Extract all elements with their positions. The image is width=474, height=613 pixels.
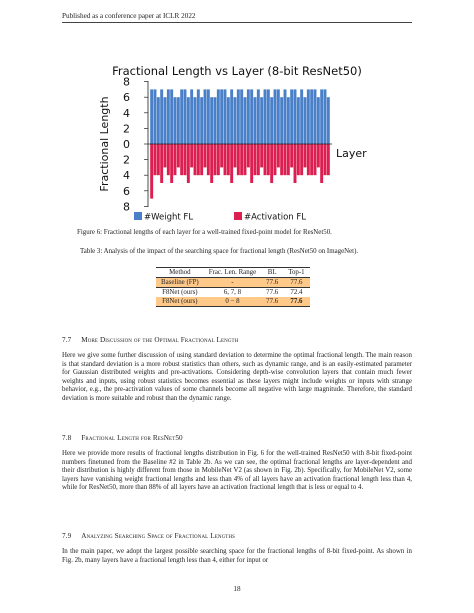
- activation-fl-bar: [324, 144, 327, 175]
- y-tick-label: 4: [123, 169, 130, 183]
- section-number: 7.9: [62, 532, 72, 540]
- activation-fl-bar: [177, 144, 180, 167]
- weight-fl-bar: [237, 89, 240, 144]
- weight-fl-bar: [210, 97, 213, 144]
- weight-fl-bar: [247, 89, 250, 144]
- table-cell: F8Net (ours): [162, 298, 198, 305]
- activation-fl-bar: [164, 144, 167, 167]
- weight-fl-bar: [230, 89, 233, 144]
- weight-fl-bar: [224, 89, 227, 144]
- activation-fl-bar: [197, 144, 200, 175]
- y-tick-label: 2: [123, 122, 130, 136]
- weight-fl-bar: [184, 89, 187, 144]
- table-row: [156, 288, 310, 298]
- activation-fl-bar: [200, 144, 203, 175]
- y-tick-label: 8: [123, 75, 130, 89]
- weight-fl-bar: [307, 89, 310, 144]
- activation-fl-bar: [280, 144, 283, 175]
- weight-fl-bar: [240, 89, 243, 144]
- activation-fl-bar: [210, 144, 213, 183]
- section-heading: Analyzing Searching Space of Fractional Lengths: [81, 532, 236, 540]
- weight-fl-bar: [197, 89, 200, 144]
- activation-fl-bar: [270, 144, 273, 183]
- section-number: 7.8: [62, 434, 72, 442]
- table-row: [156, 297, 310, 307]
- section-title-7-7: [62, 336, 238, 344]
- weight-fl-bar: [254, 97, 257, 144]
- legend-activation-label: #Activation FL: [244, 212, 307, 223]
- activation-fl-bar: [254, 144, 257, 175]
- weight-fl-bar: [167, 89, 170, 144]
- activation-fl-bar: [327, 144, 330, 175]
- weight-fl-bar: [214, 97, 217, 144]
- weight-fl-bar: [150, 89, 153, 144]
- section-heading: Fractional Length for ResNet50: [81, 434, 183, 442]
- activation-fl-bar: [294, 144, 297, 183]
- y-tick-label: 4: [123, 106, 130, 120]
- activation-fl-bar: [304, 144, 307, 167]
- weight-fl-bar: [204, 89, 207, 144]
- weight-fl-bar: [304, 97, 307, 144]
- legend-weight-label: #Weight FL: [144, 212, 194, 223]
- weight-fl-bar: [267, 89, 270, 144]
- weight-fl-bar: [287, 97, 290, 144]
- activation-fl-bar: [207, 144, 210, 175]
- legend-activation-swatch: [234, 212, 242, 220]
- activation-fl-bar: [184, 144, 187, 175]
- activation-fl-bar: [160, 144, 163, 183]
- activation-fl-bar: [257, 144, 260, 175]
- activation-fl-bar: [237, 144, 240, 175]
- section-paragraph-7-8: Here we provide more results of fractional lengths distribution in Fig. 6 for the well-trained ResNet50 with 8-bit fixed-point numbers finetuned from the Baseline #2 in Table 2b. As we can see, the optimal fractional lengths are layer-dependent and their distribution is highly different from those in MobileNet V2 (as shown in Fig. 2b). Specifically, for MobileNet V2, some layers have vanishing weight fractional lengths and less than 4% of all layers have an activation fractional length less than 4, while for ResNet50, more than 88% of all layers have an activation fractional length that is less or equal to 4.: [62, 450, 412, 492]
- table-header-top1: Top-1: [288, 269, 305, 276]
- activation-fl-bar: [244, 144, 247, 175]
- table-cell: 77.6: [266, 289, 279, 296]
- weight-fl-bar: [160, 89, 163, 144]
- weight-fl-bar: [280, 97, 283, 144]
- activation-fl-bar: [300, 144, 303, 175]
- table-cell: 77.6: [266, 279, 279, 286]
- weight-fl-bar: [324, 89, 327, 144]
- activation-fl-bar: [194, 144, 197, 175]
- weight-fl-bar: [300, 89, 303, 144]
- table-caption: Table 3: Analysis of the impact of the searching space for fractional length (ResNet50 on ImageNet).: [80, 248, 359, 255]
- activation-fl-bar: [307, 144, 310, 175]
- activation-fl-bar: [157, 144, 160, 175]
- activation-fl-bar: [240, 144, 243, 175]
- weight-bars: [150, 89, 330, 144]
- activation-fl-bar: [220, 144, 223, 167]
- activation-fl-bar: [224, 144, 227, 175]
- weight-fl-bar: [317, 97, 320, 144]
- weight-fl-bar: [310, 89, 313, 144]
- weight-fl-bar: [294, 89, 297, 144]
- section-number: 7.7: [62, 336, 72, 344]
- activation-fl-bar: [317, 144, 320, 167]
- weight-fl-bar: [290, 89, 293, 144]
- weight-fl-bar: [170, 89, 173, 144]
- running-header: Published as a conference paper at ICLR 2022: [62, 12, 412, 23]
- weight-fl-bar: [174, 97, 177, 144]
- activation-fl-bar: [150, 144, 153, 199]
- table-header-bl: BL: [267, 269, 277, 276]
- weight-fl-bar: [260, 97, 263, 144]
- weight-fl-bar: [194, 97, 197, 144]
- table-cell: 72.4: [290, 289, 303, 296]
- section-title-7-9: [62, 532, 235, 540]
- figure-caption: Figure 6: Fractional lengths of each layer for a well-trained fixed-point model for ResNet50.: [77, 229, 332, 236]
- weight-fl-bar: [270, 97, 273, 144]
- table-cell: 0 − 8: [225, 298, 240, 305]
- table-cell: 77.6: [290, 298, 303, 305]
- weight-fl-bar: [164, 97, 167, 144]
- activation-fl-bar: [274, 144, 277, 175]
- activation-fl-bar: [230, 144, 233, 183]
- section-paragraph-7-9: In the main paper, we adopt the largest possible searching space for the fractional lengths of 8-bit fixed-point. As shown in Fig. 2b, many layers have a fractional length less than 4, either for input or: [62, 548, 412, 564]
- table-header-range: Frac. Len. Range: [208, 269, 257, 276]
- weight-fl-bar: [320, 89, 323, 144]
- activation-fl-bar: [187, 144, 190, 183]
- weight-fl-bar: [264, 89, 267, 144]
- weight-fl-bar: [257, 89, 260, 144]
- weight-fl-bar: [154, 89, 157, 144]
- weight-fl-bar: [277, 89, 280, 144]
- weight-fl-bar: [157, 97, 160, 144]
- y-axis-ticks: [123, 76, 148, 214]
- table-row: [156, 278, 310, 288]
- y-tick-label: 2: [123, 153, 130, 167]
- table-cell: F8Net (ours): [162, 289, 198, 296]
- weight-fl-bar: [297, 97, 300, 144]
- weight-fl-bar: [187, 97, 190, 144]
- activation-fl-bar: [250, 144, 253, 183]
- y-tick-label: 6: [123, 184, 130, 198]
- activation-fl-bar: [214, 144, 217, 175]
- table-cell: Baseline (FP): [161, 279, 199, 286]
- activation-fl-bar: [180, 144, 183, 175]
- activation-fl-bar: [310, 144, 313, 175]
- activation-fl-bar: [290, 144, 293, 167]
- weight-fl-bar: [274, 89, 277, 144]
- page-number: 18: [233, 585, 241, 593]
- weight-fl-bar: [327, 97, 330, 144]
- y-tick-label: 0: [123, 138, 130, 151]
- activation-fl-bar: [234, 144, 237, 167]
- activation-fl-bar: [320, 144, 323, 183]
- activation-fl-bar: [247, 144, 250, 167]
- weight-fl-bar: [180, 89, 183, 144]
- activation-fl-bar: [260, 144, 263, 167]
- chart-ylabel: Fractional Length: [98, 96, 111, 192]
- table-cell: 6, 7, 8: [223, 289, 242, 296]
- activation-fl-bar: [227, 144, 230, 175]
- weight-fl-bar: [220, 89, 223, 144]
- activation-fl-bar: [154, 144, 157, 175]
- weight-fl-bar: [234, 97, 237, 144]
- table-cell: 77.6: [266, 298, 279, 305]
- weight-fl-bar: [314, 89, 317, 144]
- activation-bars: [150, 144, 330, 199]
- fractional-length-chart: [0, 56, 474, 228]
- legend-weight-swatch: [134, 212, 142, 220]
- activation-fl-bar: [284, 144, 287, 175]
- activation-fl-bar: [264, 144, 267, 175]
- activation-fl-bar: [287, 144, 290, 175]
- activation-fl-bar: [170, 144, 173, 183]
- activation-fl-bar: [190, 144, 193, 167]
- y-tick-label: 8: [123, 200, 130, 214]
- weight-fl-bar: [207, 89, 210, 144]
- table-cell: 77.6: [290, 279, 303, 286]
- activation-fl-bar: [217, 144, 220, 175]
- activation-fl-bar: [204, 144, 207, 167]
- weight-fl-bar: [250, 89, 253, 144]
- activation-fl-bar: [267, 144, 270, 175]
- weight-fl-bar: [177, 97, 180, 144]
- y-tick-label: 6: [123, 91, 130, 105]
- weight-fl-bar: [217, 89, 220, 144]
- activation-fl-bar: [167, 144, 170, 175]
- table-3: [156, 267, 310, 307]
- activation-fl-bar: [297, 144, 300, 175]
- weight-fl-bar: [244, 97, 247, 144]
- chart-title: Fractional Length vs Layer (8-bit ResNet50): [112, 64, 362, 78]
- section-paragraph-7-7: Here we give some further discussion of using standard deviation to determine the optimal fractional length. The main reason is that standard deviation is a more robust statistics than others, such as dynamic range, and is an easily-estimated parameter for Gaussian distributed weights and pre-activations. Considering depth-wise convolution layers that contain much fewer weights and inputs, using robust statistics becomes essential as these layers might include weights or inputs with strange behavior, e.g., the pre-activation values of some channels become all negative with large magnitude. Therefore, the standard deviation is more suitable and robust than the dynamic range.: [62, 352, 412, 402]
- weight-fl-bar: [190, 89, 193, 144]
- weight-fl-bar: [284, 89, 287, 144]
- activation-fl-bar: [314, 144, 317, 175]
- table-header-method: Method: [169, 269, 191, 276]
- weight-fl-bar: [227, 97, 230, 144]
- section-title-7-8: [62, 434, 183, 442]
- chart-xlabel: Layer: [336, 147, 367, 160]
- activation-fl-bar: [277, 144, 280, 167]
- weight-fl-bar: [200, 97, 203, 144]
- table-cell: -: [231, 279, 234, 286]
- section-heading: More Discussion of the Optimal Fractional Length: [81, 336, 239, 344]
- activation-fl-bar: [174, 144, 177, 175]
